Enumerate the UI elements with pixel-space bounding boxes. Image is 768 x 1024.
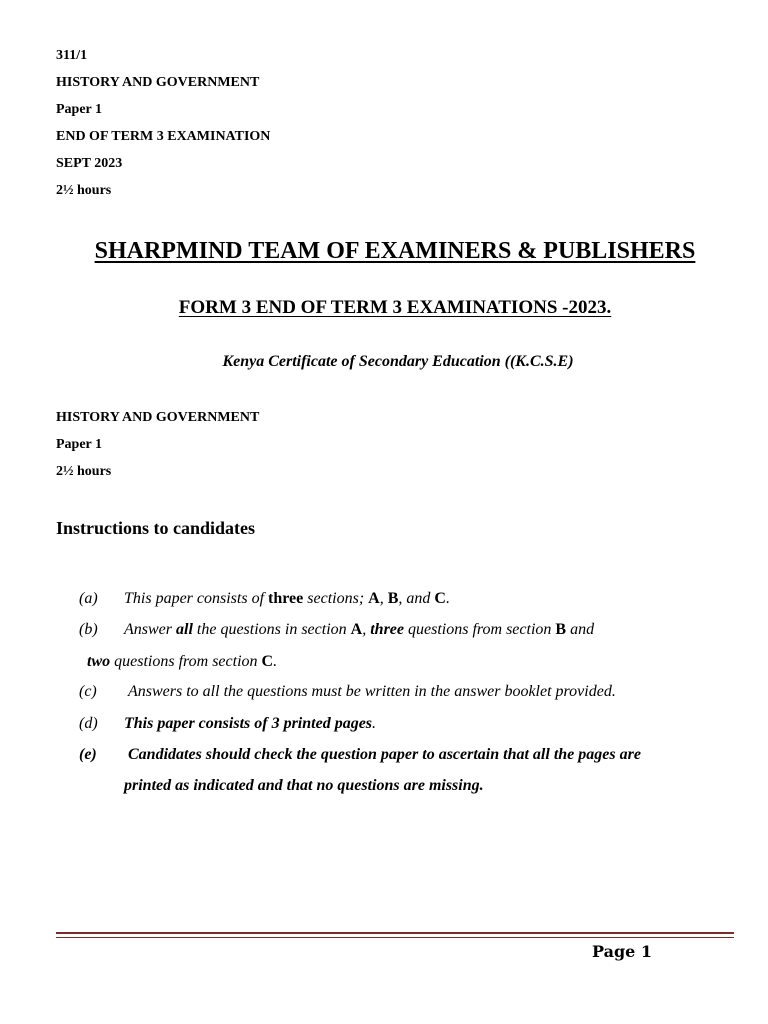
instruction-b-emph: all: [176, 621, 193, 638]
instructions-heading: Instructions to candidates: [56, 518, 256, 538]
instruction-b-emph: C: [261, 653, 274, 670]
instruction-d-part: .: [372, 715, 377, 732]
instruction-a-part: ,: [379, 590, 388, 607]
paper-code: 311/1: [56, 48, 88, 63]
instruction-a-part: , and: [398, 590, 435, 607]
instruction-e-text: Candidates should check the question paper to ascertain that all the pages are: [128, 746, 641, 763]
instruction-b-label: (b): [79, 621, 98, 638]
instruction-a-emph: B: [387, 590, 399, 607]
instruction-b-continued: [87, 652, 277, 672]
instruction-a-part: .: [445, 590, 450, 607]
footer-rule: [56, 932, 734, 934]
instruction-a-emph: three: [268, 590, 304, 607]
exam-title: FORM 3 END OF TERM 3 EXAMINATIONS -2023.: [178, 297, 612, 318]
exam-duration-repeat: 2½ hours: [56, 464, 112, 479]
instruction-c-label: (c): [79, 683, 97, 700]
paper-number-repeat: Paper 1: [56, 437, 103, 452]
exam-name: END OF TERM 3 EXAMINATION: [56, 129, 271, 144]
instruction-b-part: .: [273, 653, 278, 670]
instruction-a-label: (a): [79, 590, 98, 607]
instruction-d-text: [124, 714, 376, 734]
instruction-d-label: (d): [79, 715, 98, 732]
instruction-b-part: Answer: [124, 621, 176, 638]
paper-number: Paper 1: [56, 102, 103, 117]
exam-date: SEPT 2023: [56, 156, 123, 171]
instruction-a-emph: C: [434, 590, 446, 607]
instruction-b-emph: three: [370, 621, 404, 638]
instruction-b-text: [124, 620, 594, 640]
subject-name: HISTORY AND GOVERNMENT: [56, 75, 260, 90]
instruction-b-part: and: [566, 621, 595, 638]
exam-duration: 2½ hours: [56, 183, 112, 198]
instruction-a-emph: A: [368, 590, 380, 607]
page-number: Page 1: [592, 942, 653, 961]
instruction-b-emph: A: [350, 621, 363, 638]
certificate-name: Kenya Certificate of Secondary Education ((K.C.S.E): [222, 353, 574, 370]
publisher-title: SHARPMIND TEAM OF EXAMINERS & PUBLISHERS: [94, 238, 696, 264]
instruction-b-part: questions from section: [404, 621, 556, 638]
instruction-e-continued: printed as indicated and that no questions are missing.: [124, 777, 484, 794]
instruction-c-text: Answers to all the questions must be written in the answer booklet provided.: [128, 683, 616, 700]
instruction-a-part: This paper consists of: [124, 590, 269, 607]
footer-rule-thin: [56, 937, 734, 938]
instruction-a-part: sections;: [303, 590, 369, 607]
instruction-b-part: ,: [362, 621, 371, 638]
instruction-b-emph: two: [87, 653, 111, 670]
instruction-b-part: questions from section: [110, 653, 262, 670]
instruction-d-emph: This paper consists of 3 printed pages: [124, 715, 373, 732]
subject-name-repeat: HISTORY AND GOVERNMENT: [56, 410, 260, 425]
instruction-a-text: [124, 589, 450, 609]
instruction-e-label: (e): [79, 746, 97, 763]
instruction-b-emph: B: [555, 621, 567, 638]
instruction-b-part: the questions in section: [192, 621, 351, 638]
